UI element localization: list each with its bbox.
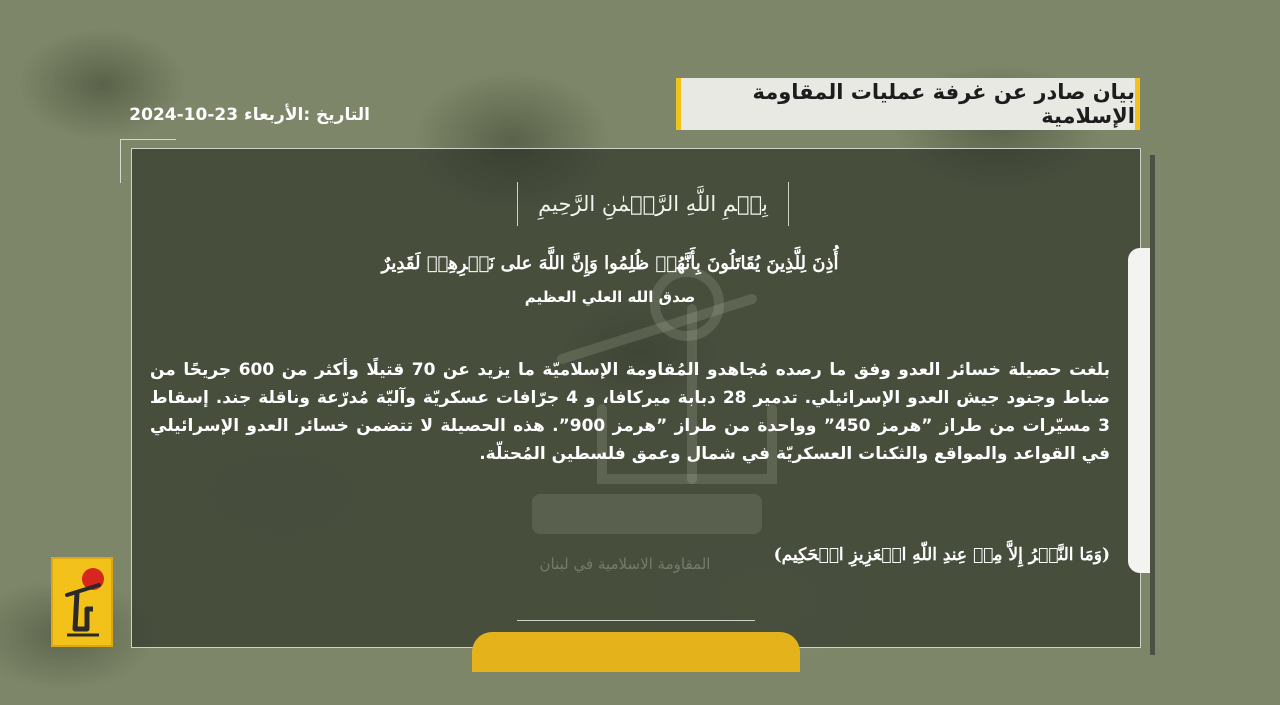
corner-decoration-vertical [120, 139, 121, 183]
bismillah-frame [517, 182, 789, 226]
bismillah: بِسۡمِ اللَّهِ الرَّحۡمٰنِ الرَّحِيمِ [538, 192, 768, 216]
corner-decoration-horizontal [120, 139, 176, 140]
right-side-bar [1150, 155, 1155, 655]
quran-verse: أُذِنَ لِلَّذِينَ يُقَاتَلُونَ بِأَنَّهُمۡ ظُلِمُوا وَإِنَّ اللَّهَ على نَصۡرِهِمۡ لَقَدِيرٌ [381, 253, 839, 274]
bottom-accent-bar [472, 632, 800, 672]
watermark-caption: المقاومة الاسلامية في لبنان [539, 555, 711, 573]
statement-body: بلغت حصيلة خسائر العدو وفق ما رصده مُجاهدو المُقاومة الإسلاميّة ما يزيد عن 70 قتيلًا وأكثر من 600 جريحًا من ضباط وجنود جيش العدو الإسرائيلي. تدمير 28 دبابة ميركافا، و 4 جرّافات عسكريّة وآليّة مُدرّعة وناقلة جند. إسقاط 3 مسيّرات من طراز ”هرمز 450” وواحدة من طراز ”هرمز 900”. هذه الحصيلة لا تتضمن خسائر العدو الإسرائيلي في القواعد والمواقع والثكنات العسكريّة في شمال وعمق فلسطين المُحتلّة. [150, 360, 1110, 464]
closing-verse: (وَمَا النَّصۡرُ إِلاَّ مِنۡ عِندِ اللّهِ الۡعَزِيزِ الۡحَكِيم) [773, 545, 1110, 565]
sadaqa-line: صدق الله العلي العظيم [524, 288, 696, 306]
statement-date: التاريخ :الأربعاء 23-10-2024 [129, 105, 370, 125]
logo-svg [53, 559, 111, 645]
side-tab [1128, 248, 1150, 573]
statement-title-box [676, 78, 1140, 130]
statement-title: بيان صادر عن غرفة عمليات المقاومة الإسلامية [752, 80, 1135, 128]
bottom-divider [517, 620, 755, 621]
resistance-emblem-icon [51, 557, 113, 647]
